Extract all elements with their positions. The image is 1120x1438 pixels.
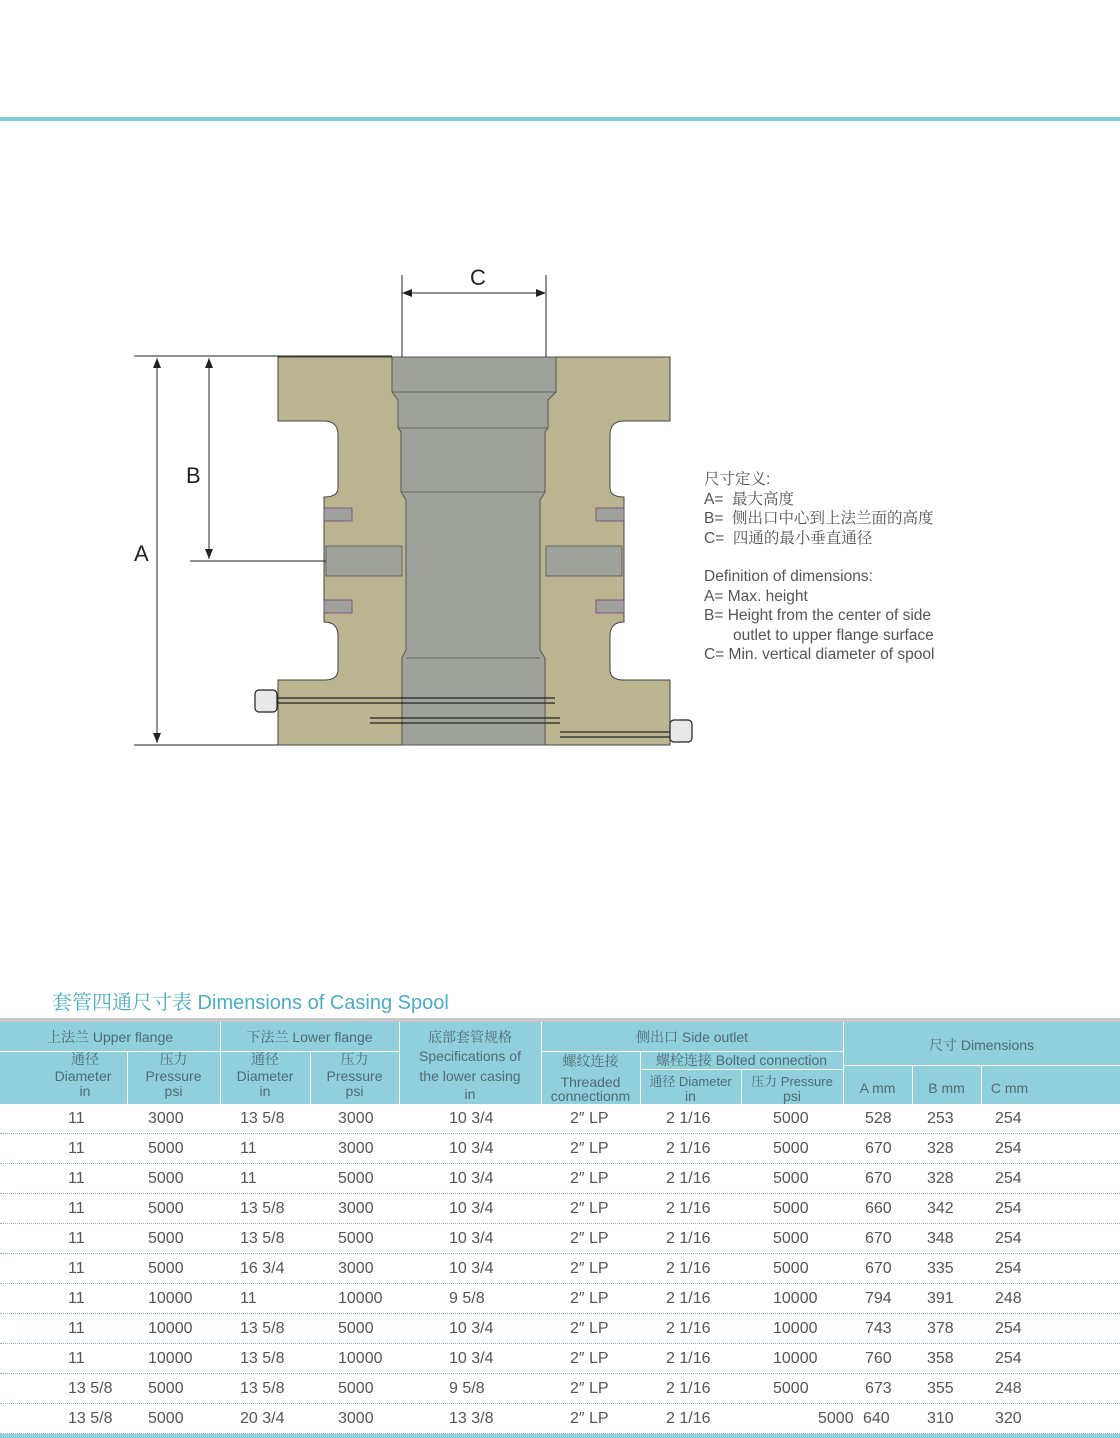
dimension-label-b: B	[186, 463, 201, 488]
table-cell: 11	[68, 1230, 85, 1247]
table-title: 套管四通尺寸表 Dimensions of Casing Spool	[52, 992, 449, 1014]
table-cell: 355	[927, 1380, 954, 1397]
table-cell: 335	[927, 1260, 954, 1277]
table-cell: 673	[865, 1380, 892, 1397]
table-cell: 11	[240, 1140, 257, 1157]
table-cell: 248	[995, 1380, 1022, 1397]
table-body	[0, 1104, 1120, 1434]
header-bolted: 螺栓连接 Bolted connection	[655, 1052, 828, 1068]
table-cell: 11	[68, 1110, 85, 1127]
stud-right-lower	[596, 600, 624, 613]
table-cell: 2 1/16	[666, 1380, 711, 1397]
header-side-outlet: 侧出口 Side outlet	[635, 1029, 749, 1045]
table-cell: 660	[865, 1200, 892, 1217]
table-cell: 11	[68, 1290, 85, 1307]
table-cell: 16 3/4	[240, 1260, 285, 1277]
table-cell: 13 5/8	[240, 1380, 285, 1397]
table-cell: 2″ LP	[570, 1290, 609, 1307]
table-cell: 10000	[148, 1320, 193, 1337]
table-cell: 760	[865, 1350, 892, 1367]
test-port-right	[670, 720, 692, 742]
table-row	[0, 1164, 1120, 1194]
table-cell: 254	[995, 1260, 1022, 1277]
table-cell: 10 3/4	[449, 1140, 494, 1157]
table-cell: 10000	[773, 1320, 818, 1337]
table-cell: 378	[927, 1320, 954, 1337]
table-cell: 391	[927, 1290, 954, 1307]
table-cell: 2 1/16	[666, 1290, 711, 1307]
table-cell: 2 1/16	[666, 1350, 711, 1367]
table-cell: 254	[995, 1170, 1022, 1187]
table-row	[0, 1344, 1120, 1374]
table-cell: 5000	[148, 1410, 184, 1427]
table-cell: 3000	[338, 1140, 374, 1157]
table-cell: 2″ LP	[570, 1200, 609, 1217]
table-cell: 254	[995, 1200, 1022, 1217]
stud-left-lower	[324, 600, 352, 613]
header-upper-pressure-en: Pressure	[145, 1068, 202, 1084]
header-lower-diameter-cn: 通径	[251, 1051, 279, 1067]
table-cell: 670	[865, 1260, 892, 1277]
table-cell: 2 1/16	[666, 1410, 711, 1427]
table-cell: 11	[240, 1170, 257, 1187]
definition-en-b: B= Height from the center of side	[704, 607, 932, 624]
table-cell: 2″ LP	[570, 1110, 609, 1127]
table-cell: 320	[995, 1410, 1022, 1427]
table-row	[0, 1194, 1120, 1224]
definition-cn-b: B= 侧出口中心到上法兰面的高度	[704, 510, 934, 527]
table-cell: 253	[927, 1110, 954, 1127]
header-upper-flange: 上法兰 Upper flange	[46, 1029, 174, 1045]
vertical-bore	[392, 357, 556, 745]
table-cell: 5000	[148, 1200, 184, 1217]
table-cell: 5000	[773, 1110, 809, 1127]
table-cell: 10000	[338, 1350, 383, 1367]
table-cell: 310	[927, 1410, 954, 1427]
table-cell: 2 1/16	[666, 1230, 711, 1247]
table-cell: 11	[68, 1260, 85, 1277]
table-cell: 13 5/8	[240, 1230, 285, 1247]
table-cell: 5000	[773, 1140, 809, 1157]
table-cell: 2″ LP	[570, 1410, 609, 1427]
table-cell: 10000	[773, 1290, 818, 1307]
table-cell: 5000	[818, 1410, 854, 1427]
table-cell: 10 3/4	[449, 1320, 494, 1337]
table-cell: 5000	[773, 1260, 809, 1277]
table-cell: 2 1/16	[666, 1260, 711, 1277]
header-bolted-diameter: 通径 Diameter	[649, 1074, 732, 1089]
header-lower-casing-unit: in	[464, 1086, 476, 1102]
header-lower-casing-cn: 底部套管规格	[428, 1029, 512, 1045]
header-c-mm: C mm	[990, 1080, 1029, 1096]
table-cell: 670	[865, 1230, 892, 1247]
table-cell: 2 1/16	[666, 1320, 711, 1337]
table-cell: 3000	[148, 1110, 184, 1127]
table-cell: 248	[995, 1290, 1022, 1307]
definition-en-title: Definition of dimensions:	[704, 568, 873, 585]
table-cell: 2″ LP	[570, 1140, 609, 1157]
definition-cn-a: A= 最大高度	[704, 490, 795, 508]
table-row	[0, 1374, 1120, 1404]
definition-cn-c: C= 四通的最小垂直通径	[704, 529, 873, 547]
definition-en-b-cont: outlet to upper flange surface	[733, 626, 934, 644]
side-outlet-right	[546, 546, 622, 576]
table-cell: 10 3/4	[449, 1170, 494, 1187]
dimension-definitions	[704, 470, 934, 665]
header-upper-diameter-cn: 通径	[71, 1051, 99, 1067]
table-cell: 11	[68, 1320, 85, 1337]
table-cell: 5000	[338, 1380, 374, 1397]
definition-cn-title: 尺寸定义:	[704, 471, 771, 488]
header-lower-diameter-unit: in	[259, 1083, 271, 1099]
dimension-label-a: A	[134, 541, 149, 566]
header-upper-diameter-en: Diameter	[54, 1068, 112, 1084]
table-cell: 5000	[148, 1260, 184, 1277]
header-lower-pressure-en: Pressure	[326, 1068, 383, 1084]
table-cell: 3000	[338, 1260, 374, 1277]
header-lower-diameter-en: Diameter	[236, 1068, 294, 1084]
table-row	[0, 1254, 1120, 1284]
header-lower-pressure-unit: psi	[345, 1083, 364, 1099]
table-cell: 2″ LP	[570, 1320, 609, 1337]
table-cell: 10 3/4	[449, 1260, 494, 1277]
table-cell: 11	[68, 1170, 85, 1187]
table-cell: 254	[995, 1140, 1022, 1157]
table-cell: 3000	[338, 1110, 374, 1127]
test-port-left	[255, 690, 277, 712]
bottom-accent-rule	[0, 1434, 1120, 1438]
header-a-mm: A mm	[859, 1080, 896, 1096]
table-cell: 2″ LP	[570, 1170, 609, 1187]
table-cell: 2 1/16	[666, 1170, 711, 1187]
table-cell: 5000	[773, 1380, 809, 1397]
header-b-mm: B mm	[928, 1080, 965, 1096]
header-lower-casing-en1: Specifications of	[419, 1048, 521, 1064]
table-cell: 670	[865, 1170, 892, 1187]
stud-right-upper	[596, 508, 624, 521]
dimensions-table	[0, 1018, 1120, 1438]
table-cell: 11	[68, 1200, 85, 1217]
table-row	[0, 1104, 1120, 1134]
table-cell: 20 3/4	[240, 1410, 285, 1427]
table-cell: 11	[240, 1290, 257, 1307]
table-row	[0, 1314, 1120, 1344]
table-header	[0, 1018, 1120, 1104]
table-cell: 5000	[773, 1200, 809, 1217]
table-row	[0, 1284, 1120, 1314]
table-cell: 2″ LP	[570, 1230, 609, 1247]
table-cell: 2 1/16	[666, 1140, 711, 1157]
table-cell: 5000	[773, 1230, 809, 1247]
table-cell: 3000	[338, 1200, 374, 1217]
table-cell: 10000	[148, 1350, 193, 1367]
header-upper-pressure-unit: psi	[164, 1083, 183, 1099]
header-bolted-pressure-unit: psi	[783, 1088, 801, 1104]
table-cell: 5000	[148, 1380, 184, 1397]
table-cell: 13 5/8	[240, 1350, 285, 1367]
table-row	[0, 1134, 1120, 1164]
header-lower-flange: 下法兰 Lower flange	[246, 1029, 373, 1045]
table-cell: 342	[927, 1200, 954, 1217]
table-cell: 328	[927, 1170, 954, 1187]
header-threaded-en1: Threaded	[560, 1074, 621, 1090]
header-threaded-cn: 螺纹连接	[562, 1053, 619, 1069]
table-cell: 13 5/8	[68, 1410, 113, 1427]
table-cell: 254	[995, 1110, 1022, 1127]
table-cell: 10 3/4	[449, 1200, 494, 1217]
table-cell: 2″ LP	[570, 1350, 609, 1367]
side-outlet-left	[326, 546, 402, 576]
table-cell: 348	[927, 1230, 954, 1247]
header-dimensions: 尺寸 Dimensions	[928, 1037, 1035, 1053]
table-cell: 743	[865, 1320, 892, 1337]
table-cell: 13 3/8	[449, 1410, 494, 1427]
table-cell: 5000	[148, 1140, 184, 1157]
table-cell: 254	[995, 1320, 1022, 1337]
table-cell: 640	[863, 1410, 890, 1427]
table-cell: 528	[865, 1110, 892, 1127]
table-cell: 5000	[338, 1170, 374, 1187]
header-upper-diameter-unit: in	[79, 1083, 91, 1099]
table-row	[0, 1224, 1120, 1254]
header-bolted-pressure: 压力 Pressure	[751, 1074, 833, 1089]
table-cell: 11	[68, 1350, 85, 1367]
table-cell: 9 5/8	[449, 1380, 485, 1397]
table-cell: 328	[927, 1140, 954, 1157]
table-cell: 3000	[338, 1410, 374, 1427]
table-cell: 2 1/16	[666, 1200, 711, 1217]
table-cell: 794	[865, 1290, 892, 1307]
table-cell: 358	[927, 1350, 954, 1367]
table-cell: 254	[995, 1230, 1022, 1247]
table-cell: 5000	[338, 1320, 374, 1337]
stud-left-upper	[324, 508, 352, 521]
header-lower-casing-en2: the lower casing	[419, 1068, 521, 1084]
table-cell: 13 5/8	[240, 1200, 285, 1217]
table-cell: 5000	[148, 1230, 184, 1247]
table-cell: 254	[995, 1350, 1022, 1367]
table-cell: 670	[865, 1140, 892, 1157]
table-cell: 2″ LP	[570, 1380, 609, 1397]
header-threaded-en2: connectionm	[550, 1088, 631, 1104]
table-cell: 9 5/8	[449, 1290, 485, 1307]
table-cell: 2″ LP	[570, 1260, 609, 1277]
dimension-label-c: C	[470, 265, 486, 290]
table-cell: 5000	[338, 1230, 374, 1247]
table-cell: 13 5/8	[68, 1380, 113, 1397]
table-cell: 10000	[338, 1290, 383, 1307]
definition-en-c: C= Min. vertical diameter of spool	[704, 646, 935, 663]
table-cell: 13 5/8	[240, 1110, 285, 1127]
table-cell: 5000	[148, 1170, 184, 1187]
table-cell: 10 3/4	[449, 1230, 494, 1247]
table-cell: 10000	[148, 1290, 193, 1307]
table-cell: 10000	[773, 1350, 818, 1367]
table-cell: 13 5/8	[240, 1320, 285, 1337]
header-bolted-diameter-unit: in	[685, 1088, 696, 1104]
table-cell: 10 3/4	[449, 1350, 494, 1367]
definition-en-a: A= Max. height	[704, 587, 808, 605]
table-cell: 5000	[773, 1170, 809, 1187]
header-lower-pressure-cn: 压力	[340, 1051, 369, 1067]
table-cell: 10 3/4	[449, 1110, 494, 1127]
table-cell: 11	[68, 1140, 85, 1157]
header-upper-pressure-cn: 压力	[159, 1051, 188, 1067]
table-cell: 2 1/16	[666, 1110, 711, 1127]
